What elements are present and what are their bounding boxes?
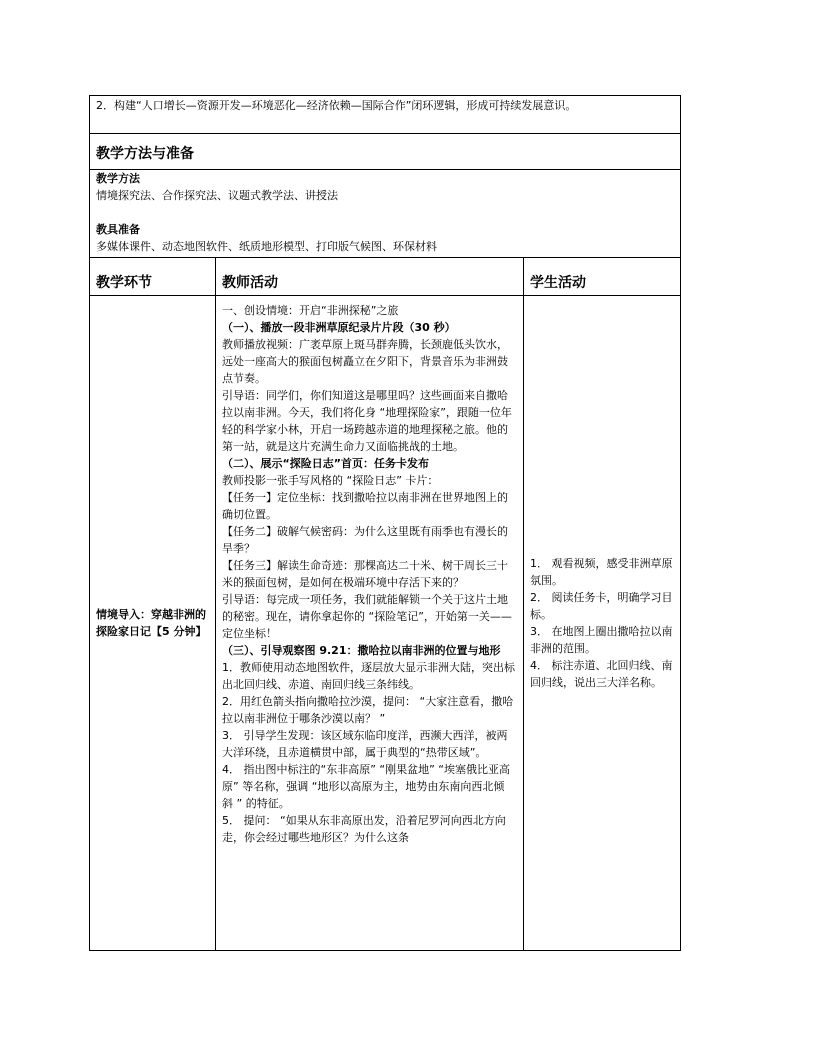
content-row [90,296,681,951]
goal-row [90,96,681,134]
lesson-plan-table [89,95,681,951]
teacher-step: 2．用红色箭头指向撒哈拉沙漠，提问： “大家注意看，撒哈拉以南非洲位于哪条沙漠以南？ ” [222,695,514,725]
teacher-step: 3． 引导学生发现：该区域东临印度洋，西濒大西洋，被两大洋环绕，且赤道横贯中部，属于典型的“热带区域”。 [222,729,508,759]
method-heading: 教学方法 [96,172,140,185]
teacher-paragraph: 教师投影一张手写风格的 “探险日志” 卡片： [222,474,439,487]
teacher-paragraph: 教师播放视频：广袤草原上斑马群奔腾，长颈鹿低头饮水，远处一座高大的猴面包树矗立在夕阳下，背景音乐为非洲鼓点节奏。 [222,338,508,385]
teacher-subheading-1: （一）、播放一段非洲草原纪录片片段（30 秒） [222,321,456,334]
teacher-task-1: 【任务一】定位坐标：找到撒哈拉以南非洲在世界地图上的确切位置。 [222,491,508,521]
methods-section-title: 教学方法与准备 [96,146,194,162]
method-text: 情境探究法、合作探究法、议题式教学法、讲授法 [96,189,338,202]
teacher-paragraph: 引导语：同学们，你们知道这是哪里吗？这些画面来自撒哈拉以南非洲。今天，我们将化身 “地理探险家”，跟随一位年轻的科学家小林，开启一场跨越赤道的地理探秘之旅。他的第一站，就是这片充满生命力又面临挑战的土地。 [222,389,512,453]
teacher-step: 1．教师使用动态地图软件，逐层放大显示非洲大陆，突出标出北回归线、赤道、南回归线三条纬线。 [222,661,515,691]
header-student: 学生活动 [524,258,681,296]
header-stage: 教学环节 [90,258,216,296]
teacher-step: 5． 提问： “如果从东非高原出发，沿着尼罗河向西北方向走，你会经过哪些地形区？为什么这条 [222,814,506,844]
student-activity-item: 3． 在地图上圈出撒哈拉以南非洲的范围。 [530,625,673,655]
table-header-row [90,258,681,296]
teacher-subheading-3: （三）、引导观察图 9.21：撒哈拉以南非洲的位置与地形 [222,644,501,657]
stage-label: 情境导入：穿越非洲的探险家日记【5 分钟】 [96,608,207,638]
teacher-task-2: 【任务二】破解气候密码：为什么这里既有雨季也有漫长的旱季？ [222,525,508,555]
teacher-subheading-2: （二）、展示“探险日志”首页：任务卡发布 [222,457,429,470]
teacher-title: 一、创设情境：开启“非洲探秘”之旅 [222,304,399,317]
goal-text: 2．构建“人口增长—资源开发—环境恶化—经济依赖—国际合作”闭环逻辑，形成可持续发展意识。 [96,99,577,112]
header-teacher: 教师活动 [216,258,524,296]
tools-heading: 教具准备 [96,223,140,236]
student-activity-item: 1． 观看视频，感受非洲草原氛围。 [530,557,673,587]
methods-section [90,134,681,258]
student-activity-item: 2． 阅读任务卡，明确学习目标。 [530,591,673,621]
teacher-task-3: 【任务三】解读生命奇迹：那棵高达二十米、树干周长三十米的猴面包树，是如何在极端环境中存活下来的？ [222,559,508,589]
tools-text: 多媒体课件、动态地图软件、纸质地形模型、打印版气候图、环保材料 [96,240,437,253]
lesson-plan-page [89,95,680,951]
teacher-step: 4． 指出图中标注的“东非高原” “刚果盆地” “埃塞俄比亚高原” 等名称，强调 “地形以高原为主，地势由东南向西北倾斜 ” 的特征。 [222,763,510,810]
teacher-paragraph: 引导语：每完成一项任务，我们就能解锁一个关于这片土地的秘密。现在，请你拿起你的 “探险笔记”，开始第一关——定位坐标！ [222,593,512,640]
student-activity-item: 4． 标注赤道、北回归线、南回归线，说出三大洋名称。 [530,659,673,689]
